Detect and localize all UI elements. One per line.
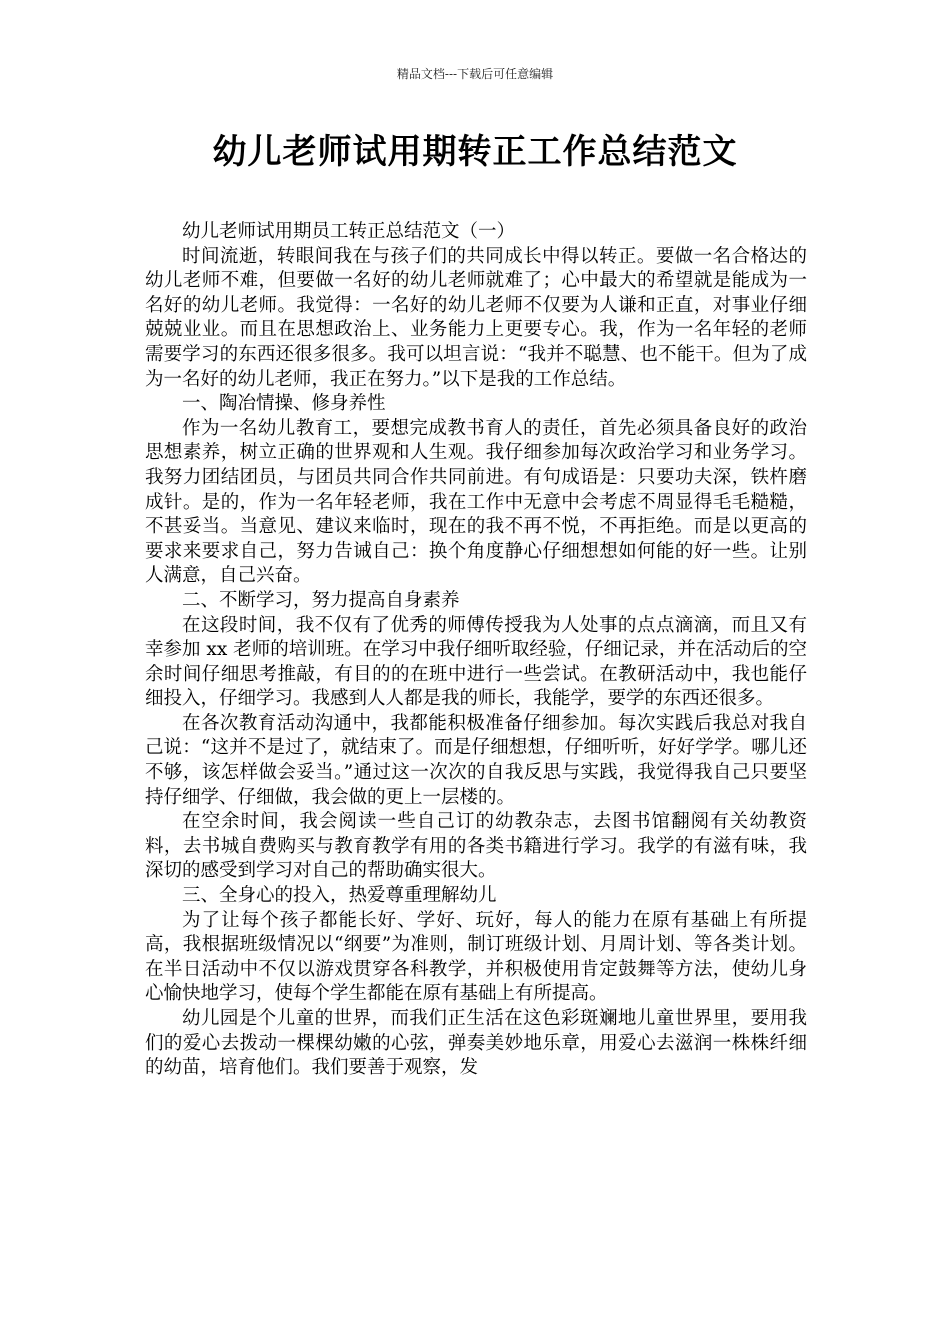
paragraph: 在各次教育活动沟通中，我都能积极准备仔细参加。每次实践后我总对我自己说：“这并不是过了，就结束了。而是仔细想想，仔细听听，好好学学。哪儿还不够，该怎样做会妥当。”通过这一次次的自我反思与实践，我觉得我自己只要坚持仔细学、仔细做，我会做的更上一层楼的。 <box>145 712 807 808</box>
document-title: 幼儿老师试用期转正工作总结范文 <box>212 132 738 172</box>
section-heading: 三、全身心的投入，热爱尊重理解幼儿 <box>182 885 497 907</box>
paragraph: 时间流逝，转眼间我在与孩子们的共同成长中得以转正。要做一名合格达的幼儿老师不难，但要做一名好的幼儿老师就难了；心中最大的希望就是能成为一名好的幼儿老师。我觉得：一名好的幼儿老师不仅要为人谦和正直，对事业仔细兢兢业业。而且在思想政治上、业务能力上更要专心。我，作为一名年轻的老师需要学习的东西还很多很多。我可以坦言说：“我并不聪慧、也不能干。但为了成为一名好的幼儿老师，我正在努力。”以下是我的工作总结。 <box>145 245 807 390</box>
section-heading: 二、不断学习，努力提高自身素养 <box>182 589 460 611</box>
paragraph: 幼儿园是个儿童的世界，而我们正生活在这色彩斑斓地儿童世界里，要用我们的爱心去拨动一棵棵幼嫩的心弦，弹奏美妙地乐章，用爱心去滋润一株株纤细的幼苗，培育他们。我们要善于观察，发 <box>145 1008 807 1079</box>
page-header: 精品文档---下载后可任意编辑 <box>396 67 554 81</box>
paragraph: 为了让每个孩子都能长好、学好、玩好，每人的能力在原有基础上有所提高，我根据班级情况以“纲要”为准则，制订班级计划、月周计划、等各类计划。在半日活动中不仅以游戏贯穿各科教学，并积极使用肯定鼓舞等方法，使幼儿身心愉快地学习，使每个学生都能在原有基础上有所提高。 <box>145 909 807 1005</box>
paragraph: 作为一名幼儿教育工，要想完成教书育人的责任，首先必须具备良好的政治思想素养，树立正确的世界观和人生观。我仔细参加每次政治学习和业务学习。我努力团结团员，与团员共同合作共同前进。有句成语是：只要功夫深，铁杵磨成针。是的，作为一名年轻老师，我在工作中无意中会考虑不周显得毛毛糙糙，不甚妥当。当意见、建议来临时，现在的我不再不悦，不再拒绝。而是以更高的要求来要求自己，努力告诫自己：换个角度静心仔细想想如何能的好一些。让别人满意，自己兴奋。 <box>145 417 807 587</box>
section-subtitle: 幼儿老师试用期员工转正总结范文（一） <box>182 221 516 242</box>
paragraph: 在空余时间，我会阅读一些自己订的幼教杂志，去图书馆翻阅有关幼教资料，去书城自费购买与教育教学有用的各类书籍进行学习。我学的有滋有味，我深切的感受到学习对自己的帮助确实很大。 <box>145 811 807 882</box>
document-body <box>145 220 807 1081</box>
paragraph: 在这段时间，我不仅有了优秀的师傅传授我为人处事的点点滴滴，而且又有幸参加 xx 老师的培训班。在学习中我仔细听取经验，仔细记录，并在活动后的空余时间仔细思考推敲，有目的的在班中进行一些尝试。在教研活动中，我也能仔细投入，仔细学习。我感到人人都是我的师长，我能学，要学的东西还很多。 <box>145 614 807 710</box>
section-heading: 一、陶冶情操、修身养性 <box>182 393 386 415</box>
